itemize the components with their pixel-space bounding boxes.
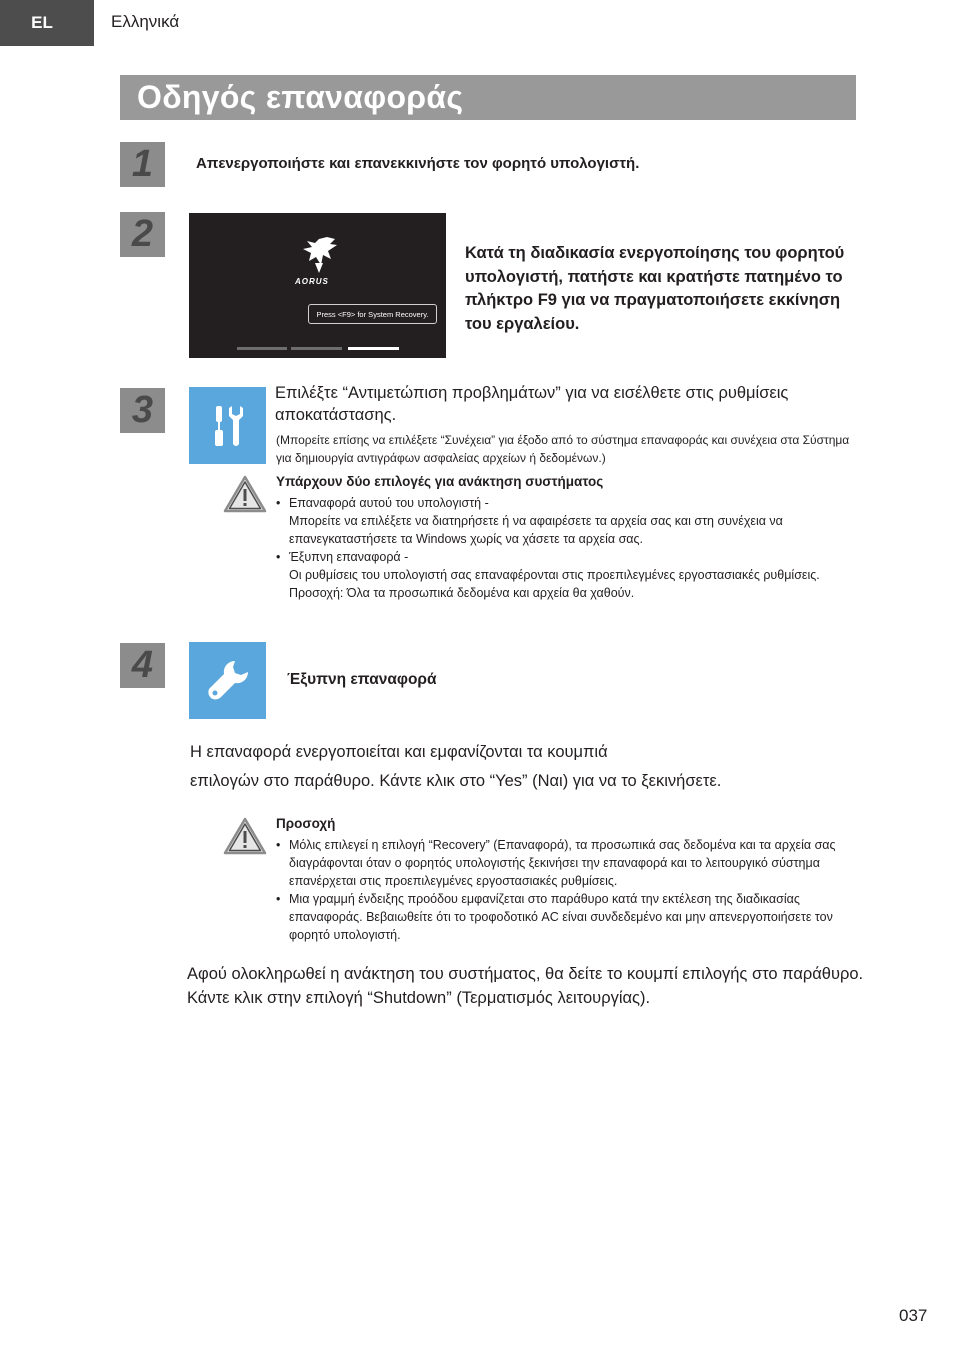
smart-reset-label: Έξυπνη επαναφορά xyxy=(287,671,437,688)
language-code: EL xyxy=(31,13,53,32)
aorus-eagle-logo xyxy=(297,235,341,277)
progress-segment xyxy=(291,347,342,350)
reset-description-line-2: επιλογών στο παράθυρο. Κάντε κλικ στο “Yes” (Ναι) για να το ξεκινήσετε. xyxy=(190,772,722,790)
page-title: Οδηγός επαναφοράς xyxy=(120,75,856,120)
screen-recovery-prompt: Press <F9> for System Recovery. xyxy=(308,304,437,324)
step-3-main-text: Επιλέξτε “Αντιμετώπιση προβλημάτων” για να εισέλθετε στις ρυθμίσεις αποκατάστασης. xyxy=(275,384,789,424)
step-2-text: Κατά τη διαδικασία ενεργοποίησης του φορητού υπολογιστή, πατήστε και κρατήστε πατημένο το πλήκτρο F9 για να πραγματοποιήσετε εκκίνηση του εργαλείου. xyxy=(465,244,845,333)
screen-logo-text: AORUS xyxy=(295,277,329,286)
warning-icon xyxy=(223,475,267,513)
caution-warning-icon xyxy=(223,817,267,855)
option-1-description: Μπορείτε να επιλέξετε να διατηρήσετε ή να αφαιρέσετε τα αρχεία σας και στη συνέχεια να επανεγκαταστήσετε τα Windows χωρίς να χάσετε τα αρχεία σας. xyxy=(289,514,783,546)
option-2-description: Οι ρυθμίσεις του υπολογιστή σας επαναφέρονται στις προεπιλεγμένες εργοστασιακές ρυθμίσεις. xyxy=(289,568,820,582)
step-4-number: 4 xyxy=(120,643,165,688)
caution-heading: Προσοχή xyxy=(276,816,336,831)
troubleshoot-tools-icon xyxy=(208,404,248,448)
step-1-number: 1 xyxy=(120,142,165,187)
progress-segment xyxy=(237,347,287,350)
smart-reset-tile xyxy=(189,642,266,719)
progress-segment-active xyxy=(348,347,399,350)
wrench-icon xyxy=(205,658,251,704)
troubleshoot-tile xyxy=(189,387,266,464)
option-1-title: • Επαναφορά αυτού του υπολογιστή - xyxy=(289,496,489,510)
reset-description-line-1: Η επαναφορά ενεργοποιείται και εμφανίζονται τα κουμπιά xyxy=(190,743,608,761)
step-1-text: Απενεργοποιήστε και επανεκκινήστε τον φορητό υπολογιστή. xyxy=(196,155,640,172)
step-3-note: (Μπορείτε επίσης να επιλέξετε “Συνέχεια” για έξοδο από το σύστημα επαναφοράς και συνέχεια στα Σύστημα για δημιουργία αντιγράφων ασφαλείας αρχείων ή δεδομένων.) xyxy=(276,433,850,465)
list-item: • Μια γραμμή ένδειξης προόδου εμφανίζεται στο παράθυρο κατά την εκτέλεση της διαδικασίας επαναφοράς. Βεβαιωθείτε ότι το τροφοδοτικό AC είναι συνδεδεμένο και μην απενεργοποιήσετε τον φορητό υπολογιστή. xyxy=(276,890,856,944)
language-name: Ελληνικά xyxy=(111,12,180,31)
list-item xyxy=(276,548,866,602)
option-2-warning: Προσοχή: Όλα τα προσωπικά δεδομένα και αρχεία θα χαθούν. xyxy=(289,586,635,600)
recovery-options-heading: Υπάρχουν δύο επιλογές για ανάκτηση συστήματος xyxy=(276,474,604,489)
final-instruction: Αφού ολοκληρωθεί η ανάκτηση του συστήματος, θα δείτε το κουμπί επιλογής στο παράθυρο. Κάντε κλικ στην επιλογή “Shutdown” (Τερματισμός λειτουργίας). xyxy=(187,965,864,1007)
page-number: 037 xyxy=(899,1306,928,1325)
language-tab xyxy=(0,0,94,46)
list-item: • Μόλις επιλεγεί η επιλογή “Recovery” (Επαναφορά), τα προσωπικά σας δεδομένα και τα αρχεία σας διαγράφονται όταν ο φορητός υπολογιστής ξεκινήσει την επαναφορά και το λειτουργικό σύστημα επανέρχεται στις προεπιλεγμένες εργοστασιακές ρυθμίσεις. xyxy=(276,836,856,890)
list-item xyxy=(276,494,866,548)
boot-screen-image xyxy=(189,213,446,358)
caution-list xyxy=(276,836,856,944)
option-2-title: • Έξυπνη επαναφορά - xyxy=(289,550,409,564)
recovery-options-list xyxy=(276,494,866,602)
step-3-number: 3 xyxy=(120,388,165,433)
step-2-number: 2 xyxy=(120,212,165,257)
